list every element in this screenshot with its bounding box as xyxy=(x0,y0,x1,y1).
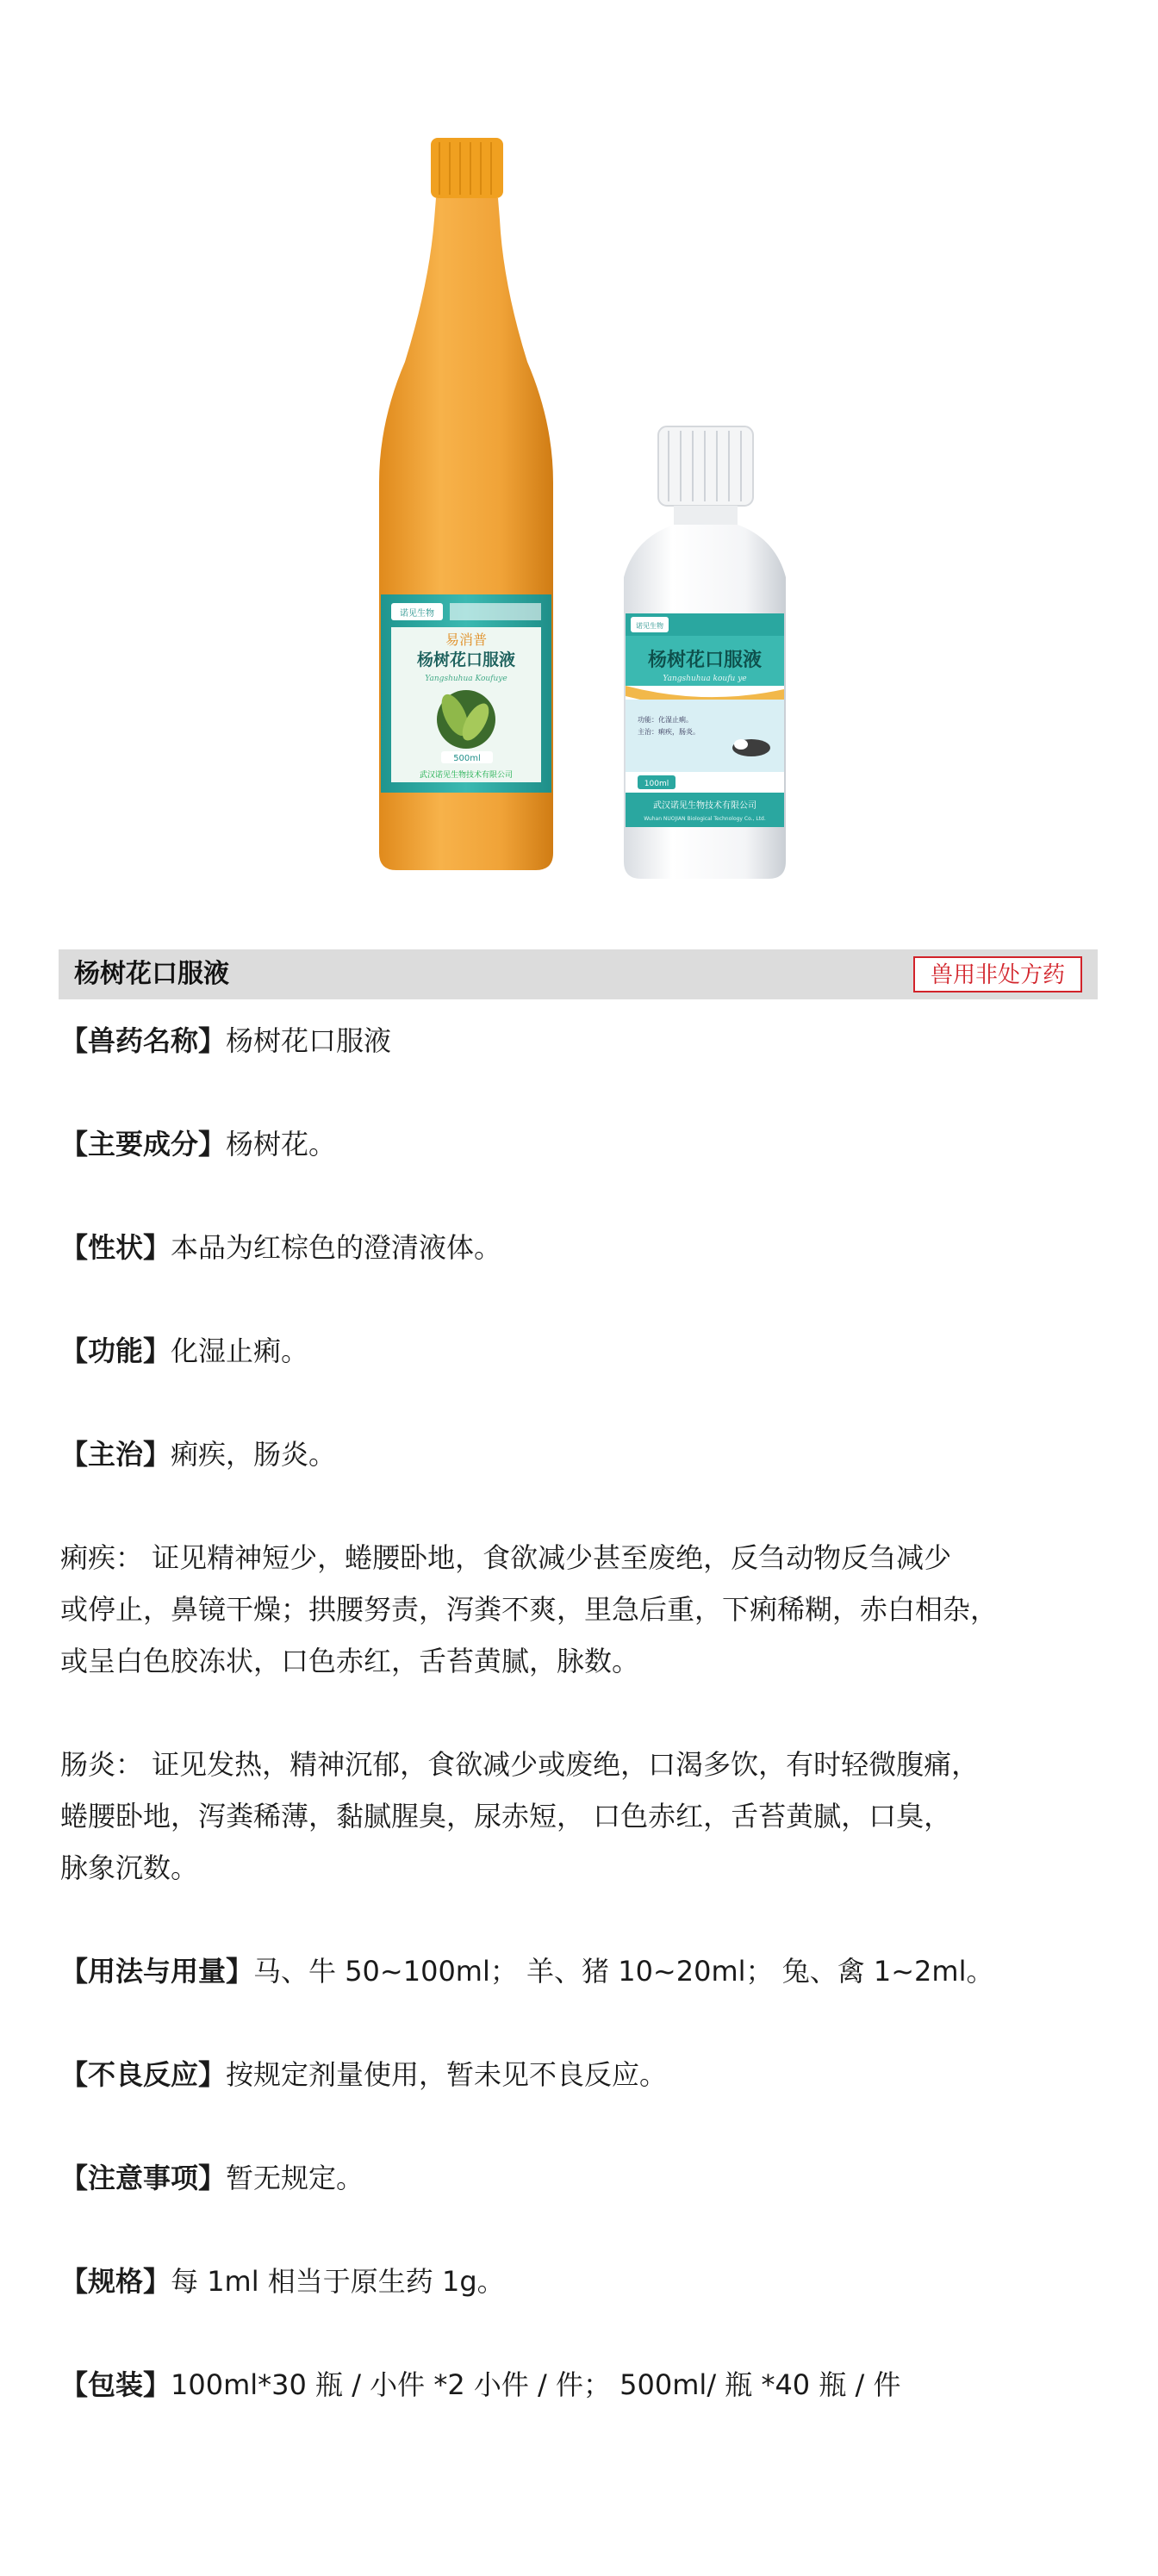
svg-text:Yangshuhua Koufuye: Yangshuhua Koufuye xyxy=(425,675,507,683)
svg-text:杨树花口服液: 杨树花口服液 xyxy=(416,650,516,669)
product-photo xyxy=(0,0,1158,939)
svg-text:100ml: 100ml xyxy=(644,780,669,788)
svg-text:易消普: 易消普 xyxy=(445,632,488,648)
section-main-ingredient: 【主要成分】杨树花。 xyxy=(60,1128,337,1160)
section-packaging: 【包装】100ml*30 瓶 / 小件 *2 小件 / 件； 500ml/ 瓶 *40 瓶 / 件 xyxy=(60,2368,901,2401)
section-indications: 【主治】痢疾，肠炎。 xyxy=(60,1438,337,1471)
svg-text:功能：化湿止痢。: 功能：化湿止痢。 xyxy=(638,716,693,724)
svg-text:武汉诺见生物技术有限公司: 武汉诺见生物技术有限公司 xyxy=(419,771,514,780)
product-description xyxy=(60,1015,1103,2462)
enteritis-description: 肠炎： 证见发热，精神沉郁，食欲减少或废绝，口渴多饮，有时轻微腹痛， 蜷腰卧地，泻粪稀薄，黏腻腥臭，尿赤短， 口色赤红，舌苔黄腻，口臭， 脉象沉数。 xyxy=(60,1748,980,1884)
svg-text:500ml: 500ml xyxy=(453,754,481,763)
svg-text:主治：痢疾，肠炎。: 主治：痢疾，肠炎。 xyxy=(638,728,700,736)
section-drug-name: 【兽药名称】杨树花口服液 xyxy=(60,1024,392,1057)
section-properties: 【性状】本品为红棕色的澄清液体。 xyxy=(60,1231,502,1264)
svg-text:Yangshuhua koufu ye: Yangshuhua koufu ye xyxy=(663,675,747,683)
section-precautions: 【注意事项】暂无规定。 xyxy=(60,2162,364,2194)
section-dosage: 【用法与用量】马、牛 50~100ml； 羊、猪 10~20ml； 兔、禽 1~2ml。 xyxy=(60,1955,994,1988)
svg-text:Wuhan NUOJIAN Biological Techn: Wuhan NUOJIAN Biological Technology Co., Ltd. xyxy=(644,816,766,822)
section-function: 【功能】化湿止痢。 xyxy=(60,1335,309,1367)
svg-text:武汉诺见生物技术有限公司: 武汉诺见生物技术有限公司 xyxy=(653,801,756,811)
otc-vet-badge: 兽用非处方药 xyxy=(913,956,1082,992)
svg-text:杨树花口服液: 杨树花口服液 xyxy=(647,650,763,671)
product-title-bar xyxy=(59,949,1098,999)
product-title: 杨树花口服液 xyxy=(74,959,229,989)
svg-text:诺见生物: 诺见生物 xyxy=(400,609,434,619)
section-specification: 【规格】每 1ml 相当于原生药 1g。 xyxy=(60,2265,505,2298)
section-adverse-reactions: 【不良反应】按规定剂量使用，暂未见不良反应。 xyxy=(60,2058,668,2091)
small-bottle xyxy=(624,426,786,879)
large-bottle-cap xyxy=(431,138,503,198)
svg-text:诺见生物: 诺见生物 xyxy=(636,622,663,630)
dysentery-description: 痢疾： 证见精神短少，蜷腰卧地，食欲减少甚至废绝，反刍动物反刍减少 或停止，鼻镜干燥；拱腰努责，泻粪不爽，里急后重，下痢稀糊，赤白相杂， 或呈白色胶冻状，口色赤红，舌苔黄腻，脉数。 xyxy=(60,1541,999,1677)
large-bottle xyxy=(379,138,553,870)
